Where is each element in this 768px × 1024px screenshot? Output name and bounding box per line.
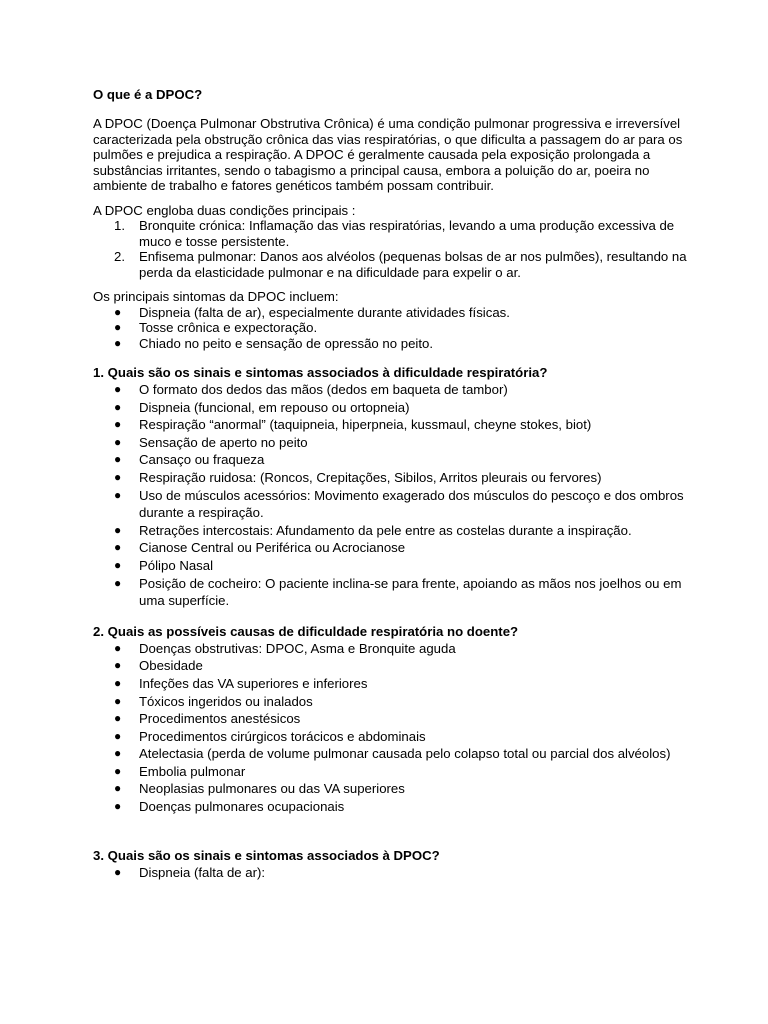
list-item (93, 416, 688, 434)
list-item (93, 469, 688, 487)
list-item-text: Procedimentos cirúrgicos torácicos e abdominais (139, 728, 426, 744)
list-item (93, 399, 688, 417)
conditions-lead: A DPOC engloba duas condições principais : (93, 202, 356, 218)
bullet-icon: ● (114, 335, 122, 350)
list-item-text: O formato dos dedos das mãos (dedos em baqueta de tambor) (139, 382, 508, 397)
bullet-icon: ● (114, 469, 122, 484)
list-item (93, 864, 688, 882)
bullet-icon: ● (114, 575, 122, 590)
bullet-icon: ● (114, 320, 122, 334)
list-item-text: Dispneia (funcional, em repouso ou ortopneia) (139, 399, 410, 415)
bullet-icon: ● (114, 781, 122, 796)
bullet-icon: ● (114, 434, 122, 449)
symptoms-list (93, 305, 688, 352)
bullet-icon: ● (114, 711, 122, 726)
q1-heading: 1. Quais são os sinais e sintomas associados à dificuldade respiratória? (93, 365, 548, 380)
list-item-text: Doenças obstrutivas: DPOC, Asma e Bronquite aguda (139, 640, 456, 656)
bullet-icon: ● (114, 864, 122, 879)
bullet-icon: ● (114, 675, 122, 690)
list-item (93, 575, 688, 610)
bullet-icon: ● (114, 799, 122, 814)
bullet-icon: ● (114, 382, 122, 396)
bullet-icon: ● (114, 557, 122, 572)
list-item-text: Uso de músculos acessórios: Movimento exagerado dos músculos do pescoço e dos ombros durante a respiração. (139, 487, 684, 521)
bullet-icon: ● (114, 658, 122, 673)
list-number: 1. (114, 218, 125, 233)
list-item-text: Cianose Central ou Periférica ou Acrocianose (139, 540, 406, 556)
bullet-icon: ● (114, 763, 122, 778)
q1-list (93, 381, 688, 610)
list-item-text: Dispneia (falta de ar), especialmente durante atividades físicas. (139, 304, 510, 320)
symptoms-lead: Os principais sintomas da DPOC incluem: (93, 289, 339, 304)
list-item (93, 336, 688, 352)
bullet-icon: ● (114, 693, 122, 708)
list-item (93, 693, 688, 711)
bullet-icon: ● (114, 728, 122, 743)
condition-text: Enfisema pulmonar: Danos aos alvéolos (pequenas bolsas de ar nos pulmões), resultando na perda da elasticidade pulmonar e na dificuldade para expelir o ar. (139, 249, 687, 280)
list-item-text: Chiado no peito e sensação de opressão no peito. (139, 335, 434, 351)
list-item (93, 381, 688, 399)
bullet-icon: ● (114, 417, 122, 432)
q3-heading: 3. Quais são os sinais e sintomas associados à DPOC? (93, 847, 440, 863)
list-item-text: Tóxicos ingeridos ou inalados (139, 693, 313, 709)
list-item-text: Posição de cocheiro: O paciente inclina-se para frente, apoiando as mãos nos joelhos ou em uma superfície. (139, 575, 682, 609)
bullet-icon: ● (114, 487, 122, 502)
list-item (93, 763, 688, 781)
conditions-list (93, 218, 688, 280)
list-item-text: Neoplasias pulmonares ou das VA superiores (139, 781, 405, 797)
list-item (93, 657, 688, 675)
list-item-text: Dispneia (falta de ar): (139, 864, 266, 880)
list-item (93, 745, 688, 763)
list-item-text: Atelectasia (perda de volume pulmonar causada pelo colapso total ou parcial dos alvéolos) (139, 746, 671, 762)
intro-heading: O que é a DPOC? (93, 87, 203, 102)
bullet-icon: ● (114, 304, 122, 319)
list-item (93, 487, 688, 522)
bullet-icon: ● (114, 540, 122, 555)
condition-item (93, 249, 688, 280)
list-item (93, 640, 688, 658)
list-item-text: Procedimentos anestésicos (139, 711, 301, 727)
bullet-icon: ● (114, 746, 122, 761)
list-item-text: Tosse crônica e expectoração. (139, 320, 318, 335)
q3-list (93, 864, 688, 882)
list-item-text: Respiração ruidosa: (Roncos, Crepitações, Sibilos, Arritos pleurais ou fervores) (139, 469, 602, 485)
list-item (93, 780, 688, 798)
list-item (93, 320, 688, 336)
list-item (93, 539, 688, 557)
list-item-text: Infeções das VA superiores e inferiores (139, 675, 368, 691)
list-item (93, 798, 688, 816)
bullet-icon: ● (114, 640, 122, 655)
list-item-text: Retrações intercostais: Afundamento da pele entre as costelas durante a inspiração. (139, 522, 632, 538)
document-content (93, 87, 688, 881)
list-number: 2. (114, 249, 125, 264)
list-item-text: Pólipo Nasal (139, 557, 214, 573)
q2-heading: 2. Quais as possíveis causas de dificuldade respiratória no doente? (93, 623, 519, 639)
list-item-text: Cansaço ou fraqueza (139, 452, 265, 468)
bullet-icon: ● (114, 452, 122, 467)
list-item (93, 710, 688, 728)
list-item-text: Respiração “anormal” (taquipneia, hiperpneia, kussmaul, cheyne stokes, biot) (139, 417, 592, 433)
bullet-icon: ● (114, 522, 122, 537)
intro-paragraph: A DPOC (Doença Pulmonar Obstrutiva Crônica) é uma condição pulmonar progressiva e irreversível caracterizada pela obstrução crônica das vias respiratórias, o que dificulta a passagem do ar para os pulmões e prejudica a respiração. A DPOC é geralmente causada pela exposição prolongada a substâncias irritantes, sendo o tabagismo a principal causa, embora a poluição do ar, poeira no ambiente de trabalho e fatores genéticos também possam contribuir. (93, 116, 683, 193)
list-item (93, 728, 688, 746)
list-item (93, 675, 688, 693)
list-item-text: Doenças pulmonares ocupacionais (139, 799, 345, 815)
bullet-icon: ● (114, 399, 122, 414)
list-item (93, 451, 688, 469)
condition-item (93, 218, 688, 249)
list-item (93, 522, 688, 540)
list-item-text: Sensação de aperto no peito (139, 434, 308, 450)
list-item-text: Obesidade (139, 658, 203, 674)
condition-text: Bronquite crónica: Inflamação das vias respiratórias, levando a uma produção excessiva de muco e tosse persistente. (139, 218, 675, 249)
list-item (93, 557, 688, 575)
q2-list (93, 640, 688, 816)
list-item-text: Embolia pulmonar (139, 763, 246, 779)
list-item (93, 305, 688, 321)
list-item (93, 434, 688, 452)
